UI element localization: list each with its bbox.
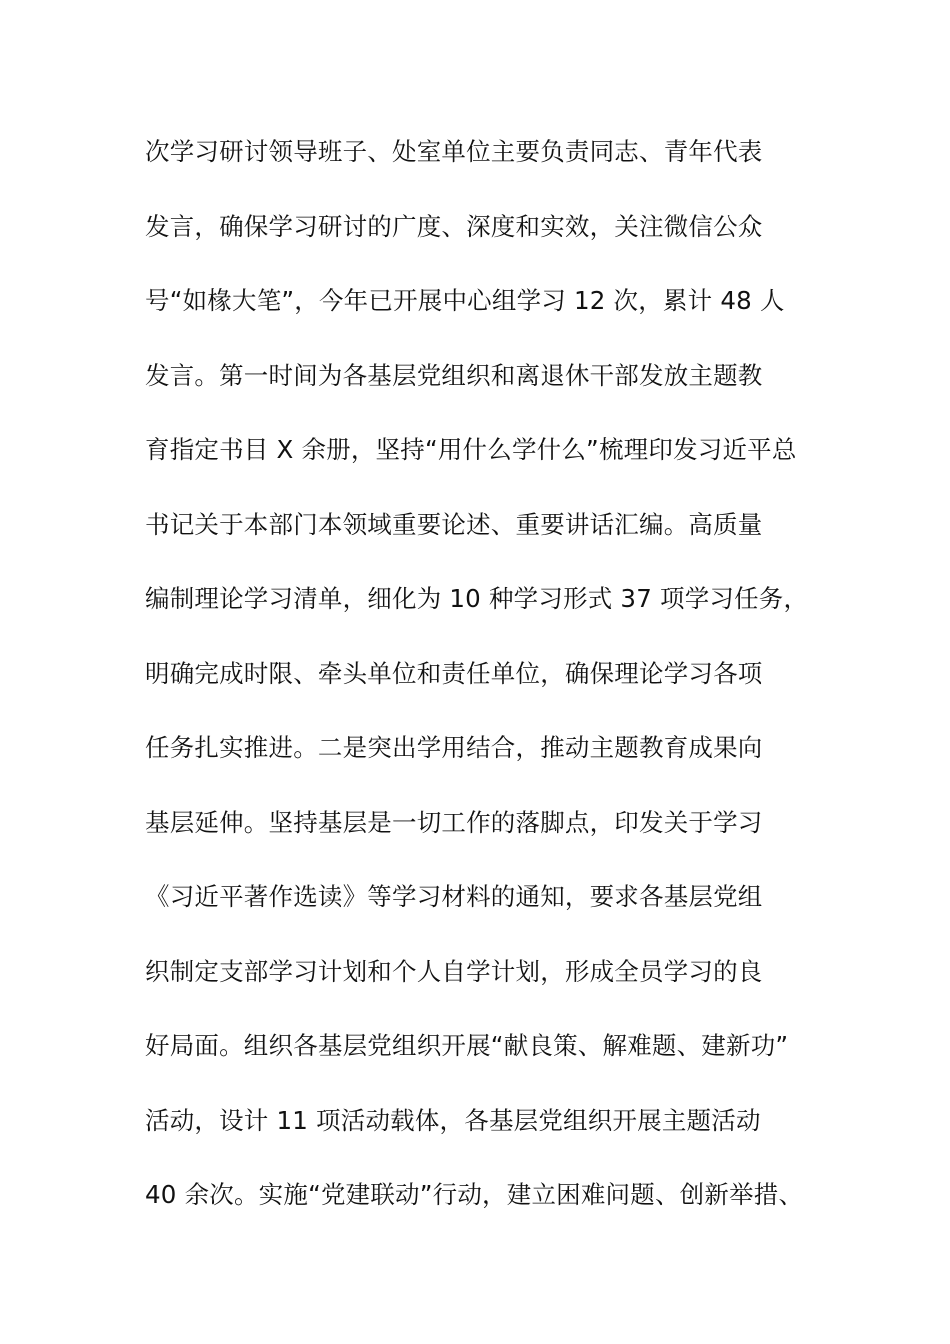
text-line: 书记关于本部门本领域重要论述、重要讲话汇编。高质量 — [145, 509, 763, 539]
text-line: 任务扎实推进。二是突出学用结合，推动主题教育成果向 — [145, 733, 763, 762]
text-line: 育指定书目 X 余册，坚持“用什么学什么”梳理印发习近平总 — [145, 435, 797, 464]
text-line: 40 余次。实施“党建联动”行动，建立困难问题、创新举措、 — [145, 1180, 804, 1209]
text-line: 好局面。组织各基层党组织开展“献良策、解难题、建新功” — [145, 1031, 789, 1060]
text-line: 基层延伸。坚持基层是一切工作的落脚点，印发关于学习 — [145, 807, 763, 837]
text-line: 《习近平著作选读》等学习材料的通知，要求各基层党组 — [145, 882, 763, 911]
text-line: 次学习研讨领导班子、处室单位主要负责同志、青年代表 — [145, 137, 763, 166]
text-line: 明确完成时限、牵头单位和责任单位，确保理论学习各项 — [145, 658, 763, 688]
text-line: 发言。第一时间为各基层党组织和离退休干部发放主题教 — [145, 360, 763, 390]
text-line: 编制理论学习清单，细化为 10 种学习形式 37 项学习任务， — [145, 584, 809, 613]
text-line: 发言，确保学习研讨的广度、深度和实效，关注微信公众 — [145, 211, 763, 241]
body-paragraph — [145, 128, 845, 1246]
text-line: 活动，设计 11 项活动载体，各基层党组织开展主题活动 — [145, 1105, 761, 1135]
text-line: 号“如椽大笔”，今年已开展中心组学习 12 次，累计 48 人 — [145, 286, 785, 315]
text-line: 织制定支部学习计划和个人自学计划，形成全员学习的良 — [145, 956, 763, 986]
